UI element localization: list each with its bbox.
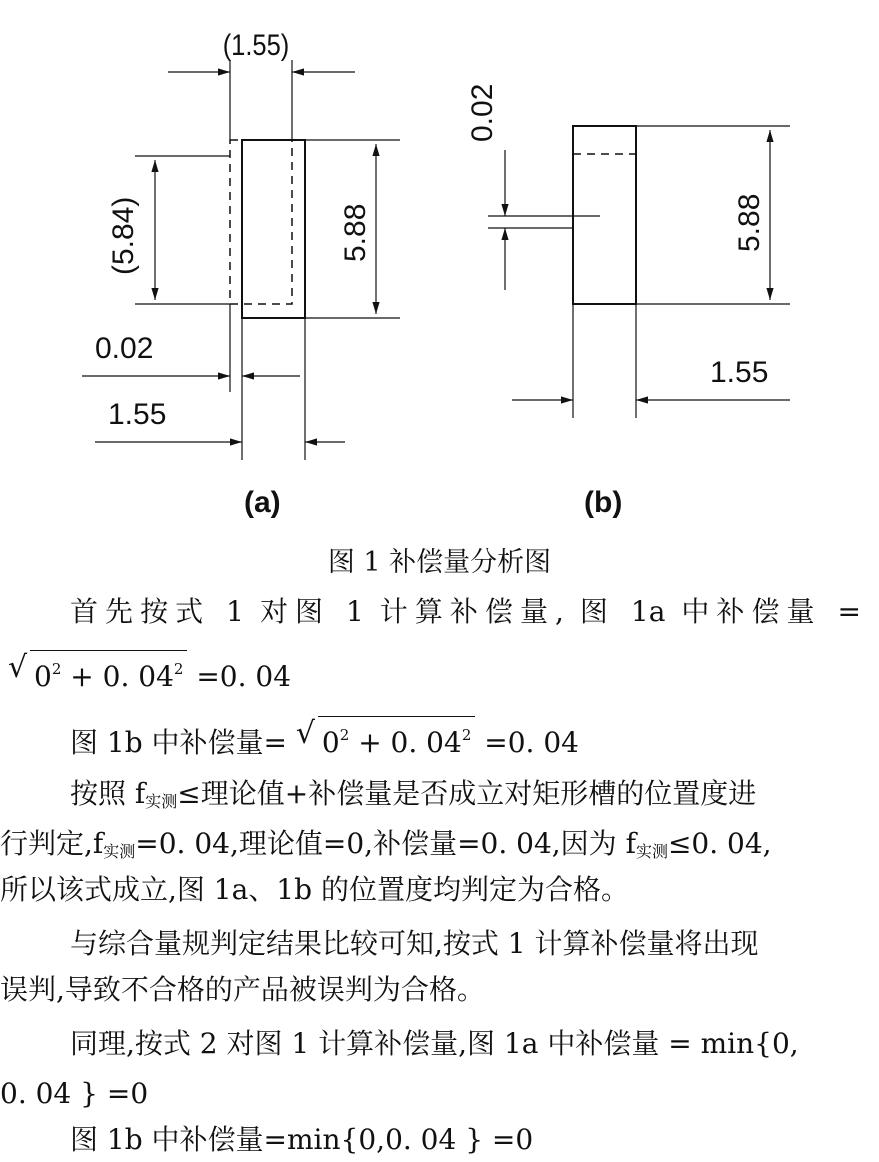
- subscript-measured: 实测: [103, 842, 136, 861]
- paragraph-3-line-3: 所以该式成立,图 1a、1b 的位置度均判定为合格。: [0, 873, 629, 906]
- dim-left-a: (5.84): [107, 196, 140, 275]
- exponent-4: 2: [461, 726, 472, 744]
- text-segment: =0. 04,理论值=0,补偿量=0. 04,因为 f: [135, 827, 636, 860]
- exponent-2: 2: [173, 660, 184, 678]
- radicand-a: 0: [34, 660, 52, 693]
- paragraph-2: [0, 716, 879, 765]
- paragraph-6-line-1: 图 1b 中补偿量=min{0,0. 04 } =0: [70, 1123, 534, 1156]
- exponent-3: 2: [339, 726, 350, 744]
- dim-bottom-a: 1.55: [108, 398, 167, 431]
- sqrt-expression-1: √ $0^2 + 0$. $04^2$: [8, 650, 187, 699]
- text-segment: ≤0. 04,: [667, 827, 772, 860]
- subscript-measured: 实测: [145, 792, 178, 811]
- compensation-analysis-figure: [0, 0, 879, 530]
- dim-right-b: 5.88: [733, 193, 766, 252]
- sqrt-expression-2: √ $0^2 + 0$. $04^2$: [296, 716, 475, 765]
- paragraph-3-line-2: [0, 822, 879, 874]
- dim-top-b: 0.02: [466, 83, 499, 142]
- result-2: =0. 04: [484, 726, 579, 759]
- radicand-b-2: + 0. 04: [349, 726, 462, 759]
- slot-rectangle-a: [242, 140, 305, 318]
- text-segment: 按照 f: [70, 777, 146, 810]
- paragraph-5-line-1: 同理,按式 2 对图 1 计算补偿量,图 1a 中补偿量 = min{0,: [70, 1027, 799, 1060]
- paragraph-1-line-1: 首先按式 1 对图 1 计算补偿量, 图 1a 中补偿量 =: [70, 595, 861, 628]
- label-b: (b): [584, 486, 623, 519]
- text-segment: 行判定,f: [0, 827, 104, 860]
- paragraph-5-line-2: 0. 04 } =0: [0, 1077, 149, 1110]
- dim-right-a: 5.88: [339, 203, 372, 262]
- exponent-1: 2: [51, 660, 62, 678]
- label-a: (a): [244, 486, 281, 519]
- paragraph-2-prefix: 图 1b 中补偿量=: [70, 726, 288, 759]
- figure-caption: 图 1 补偿量分析图: [327, 547, 552, 578]
- text-segment: ≤理论值+补偿量是否成立对矩形槽的位置度进: [177, 777, 757, 810]
- paragraph-3-line-1: [0, 772, 879, 824]
- slot-rectangle-b: [573, 126, 636, 304]
- gauge-dashed-rectangle-a: [230, 140, 292, 304]
- paragraph-4-line-1: 与综合量规判定结果比较可知,按式 1 计算补偿量将出现: [70, 927, 759, 960]
- dim-top-a: (1.55): [222, 28, 290, 62]
- subscript-measured: 实测: [635, 842, 668, 861]
- dim-bottom-b: 1.55: [710, 356, 769, 389]
- dim-small-a: 0.02: [95, 332, 154, 365]
- radicand-a-2: 0: [321, 726, 340, 759]
- paragraph-1-line-2: [0, 650, 879, 699]
- paragraph-4-line-2: 误判,导致不合格的产品被误判为合格。: [0, 973, 485, 1006]
- result-1: =0. 04: [196, 660, 292, 693]
- radicand-b: + 0. 04: [61, 660, 174, 693]
